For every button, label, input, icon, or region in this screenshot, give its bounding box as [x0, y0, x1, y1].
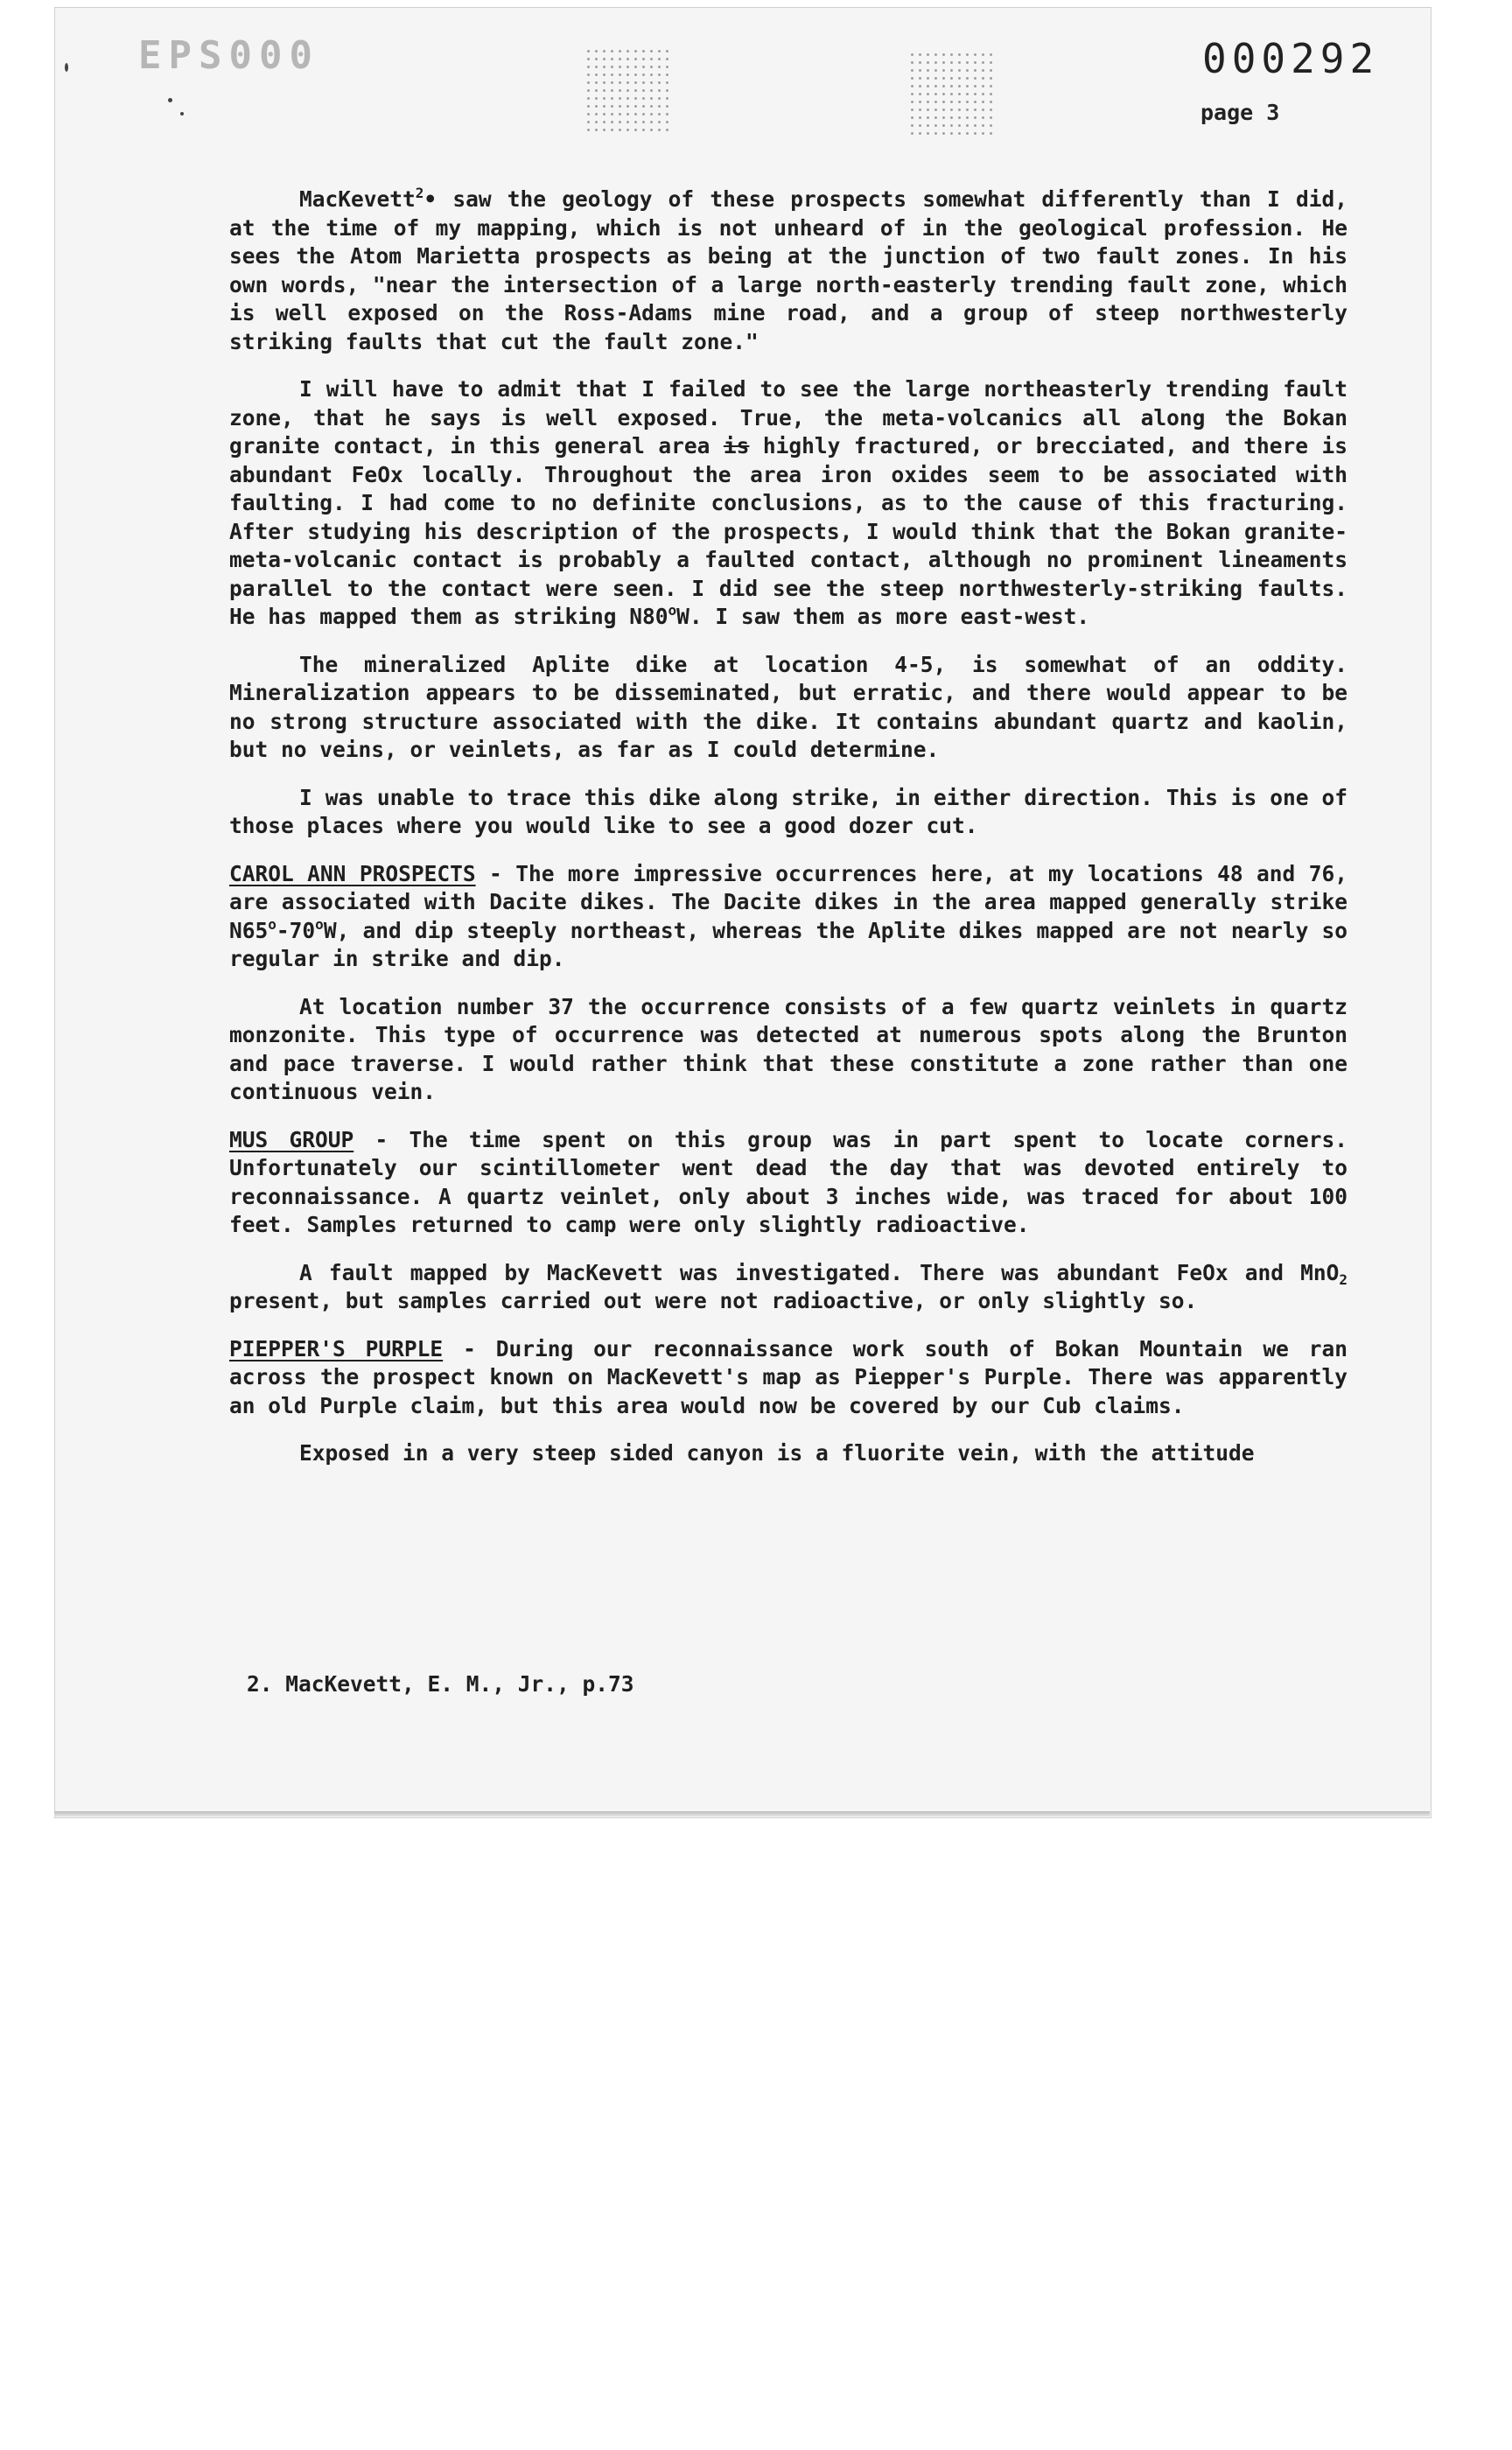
- paragraph-fault-zone: I will have to admit that I failed to see the large northeasterly trending fault zone, that he says is well exposed. True, the meta-volcanics all along the Bokan granite contact, in this general area is highly fractured, or brecciated, and there is abundant FeOx locally. Throughout the area iron oxides seem to be associated with faulting. I had come to no definite conclusions, as to the cause of this fracturing. After studying his description of the prospects, I would think that the Bokan granite- meta-volcanic contact is probably a faulted contact, although no prominent lineaments parallel to the contact were seen. I did see the steep northwesterly-striking faults. He has mapped them as striking N80$^o$W. I saw them as more east-west.: [229, 376, 1348, 629]
- section-heading-pieppers-purple: PIEPPER'S PURPLE: [229, 1335, 444, 1362]
- struck-word: is: [723, 433, 750, 458]
- scan-smudge-left: [584, 47, 672, 131]
- scan-speck: [168, 98, 172, 102]
- footnote: 2. MacKevett, E. M., Jr., p.73: [247, 1671, 634, 1697]
- scan-speck: [180, 112, 184, 116]
- paragraph-mus-group: MUS GROUP - The time spent on this group was in part spent to locate corners. Unfortunately our scintillometer went dead the day that was devoted entirely to reconnaissance. A quartz veinlet, only about 3 inches wide, was traced for about 100 feet. Samples returned to camp were only slightly radioactive.: [229, 1126, 1348, 1237]
- page-number: page 3: [1200, 100, 1280, 125]
- paragraph-pieppers-purple: PIEPPER'S PURPLE - During our reconnaissance work south of Bokan Mountain we ran across the prospect known on MacKevett's map as Piepper's Purple. There was apparently an old Purple claim, but this area would now be covered by our Cub claims.: [229, 1335, 1348, 1418]
- paragraph-fault-mapped: A fault mapped by MacKevett was investigated. There was abundant FeOx and MnO$_2$ present, but samples carried out were not radioactive, or only slightly so.: [229, 1259, 1348, 1313]
- paragraph-fluorite-vein: Exposed in a very steep sided canyon is a fluorite vein, with the attitude: [299, 1440, 1255, 1466]
- paragraph-aplite-dike: The mineralized Aplite dike at location 4-5, is somewhat of an oddity. Mineralization appears to be disseminated, but erratic, and there would appear to be no strong structure associated with the dike. It contains abundant quartz and kaolin, but no veins, or veinlets, as far as I could determine.: [229, 651, 1348, 762]
- section-heading-carol-ann: CAROL ANN PROSPECTS: [229, 860, 476, 886]
- faded-stamp: EPS000: [138, 33, 319, 78]
- section-heading-mus-group: MUS GROUP: [229, 1126, 354, 1152]
- scan-smudge-right: [908, 51, 996, 135]
- paragraph-trace-dike: I was unable to trace this dike along strike, in either direction. This is one of those places where you would like to see a good dozer cut.: [229, 784, 1348, 838]
- paragraph-carol-ann: CAROL ANN PROSPECTS - The more impressive occurrences here, at my locations 48 and 76, are associated with Dacite dikes. The Dacite dikes in the area mapped generally strike N65$^o$-70$^o$W, and dip steeply northeast, whereas the Aplite dikes mapped are not nearly so regular in strike and dip.: [229, 860, 1348, 971]
- page-shadow-edge: [54, 1811, 1430, 1816]
- paragraph-mackevett-geology: MacKevett$^2$• saw the geology of these prospects somewhat differently than I did, at the time of my mapping, which is not unheard of in the geological profession. He sees the Atom Marietta prospects as being at the junction of two fault zones. In his own words, "near the intersection of a large north-easterly trending fault zone, which is well exposed on the Ross-Adams mine road, and a group of steep northwesterly striking faults that cut the fault zone.": [229, 185, 1348, 354]
- paragraph-location-37: At location number 37 the occurrence consists of a few quartz veinlets in quartz monzonite. This type of occurrence was detected at numerous spots along the Brunton and pace traverse. I would rather think that these constitute a zone rather than one continuous vein.: [229, 993, 1348, 1104]
- document-body: [229, 186, 1348, 1488]
- scan-speck: [65, 63, 68, 72]
- document-number: 000292: [1202, 35, 1380, 82]
